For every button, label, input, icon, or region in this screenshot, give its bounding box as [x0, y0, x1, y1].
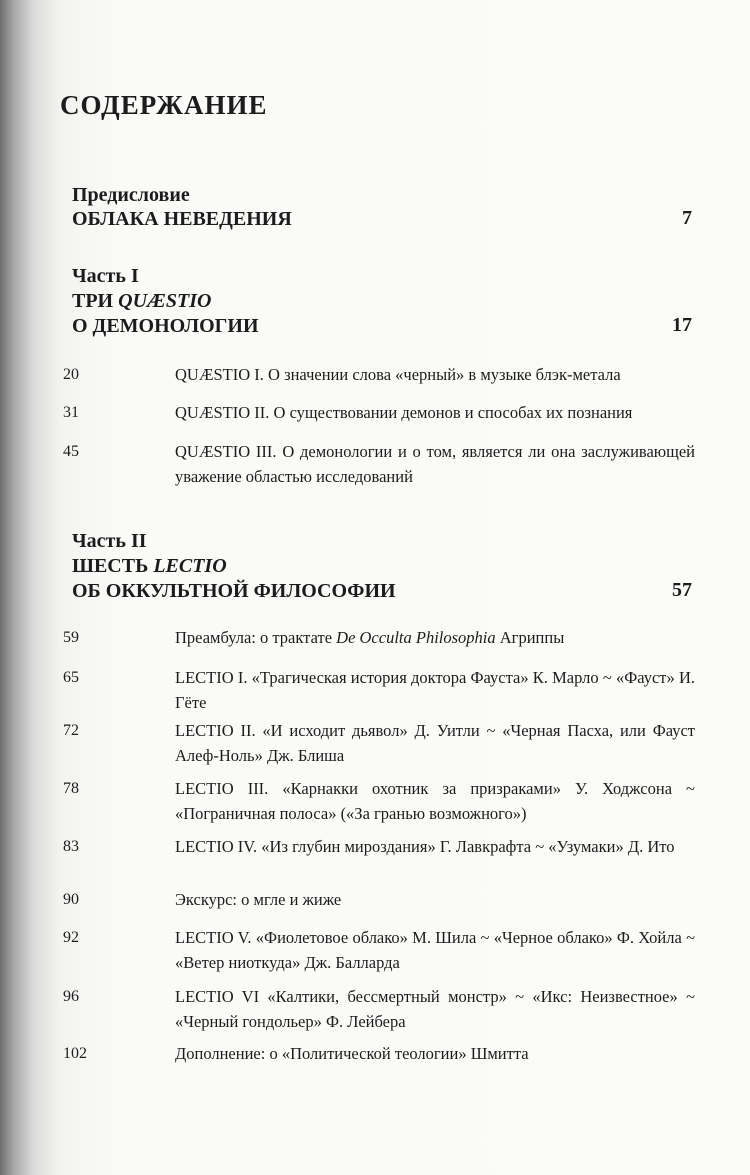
part1-title: [72, 289, 211, 314]
toc-entry-page: 83: [63, 838, 79, 855]
part1-title-a: ТРИ: [72, 290, 119, 312]
preface-page: 7: [682, 207, 692, 229]
toc-entry-text: Дополнение: о «Политической теологии» Шмитта: [175, 1044, 529, 1063]
part2-subtitle: ОБ ОККУЛЬТНОЙ ФИЛОСОФИИ: [72, 580, 396, 602]
part2-title-a: ШЕСТЬ: [72, 555, 154, 577]
toc-entry-text: Экскурс: о мгле и жиже: [175, 890, 342, 909]
part2-title-b: LECTIO: [153, 555, 227, 577]
toc-entry-text: LECTIO V. «Фиолетовое облако» М. Шила ~ «Черное облако» Ф. Хойла ~ «Ветер ниоткуда» Дж. Балларда: [175, 928, 695, 972]
preamble-text-a: Преамбула: о трактате: [175, 628, 337, 647]
part1-subtitle: О ДЕМОНОЛОГИИ: [72, 315, 259, 337]
toc-entry-text: [175, 626, 695, 651]
preface-label: Предисловие: [72, 184, 190, 206]
toc-entry-page: 65: [63, 669, 79, 686]
toc-entry-text: LECTIO I. «Трагическая история доктора Фауста» К. Марло ~ «Фауст» И. Гёте: [175, 668, 695, 712]
toc-entry-text: QUÆSTIO II. О существовании демонов и способах их познания: [175, 403, 633, 422]
toc-entry-page: 78: [63, 780, 79, 797]
part2-label: Часть II: [72, 530, 147, 552]
preamble-text-b: De Occulta Philosophia: [336, 628, 496, 647]
toc-entry-page: 92: [63, 929, 79, 946]
part2-title: [72, 554, 227, 579]
toc-entry-page: 102: [63, 1045, 87, 1062]
page-title: СОДЕРЖАНИЕ: [60, 90, 268, 120]
toc-entry-page: 31: [63, 404, 79, 421]
toc-entry-page: 90: [63, 891, 79, 908]
toc-entry-page: 72: [63, 722, 79, 739]
toc-entry-text: QUÆSTIO I. О значении слова «черный» в музыке блэк-метала: [175, 365, 621, 384]
part1-label: Часть I: [72, 265, 139, 287]
preamble-text-c: Агриппы: [495, 628, 565, 647]
toc-entry-text: LECTIO VI «Калтики, бессмертный монстр» ~ «Икс: Неизвестное» ~ «Черный гондольер» Ф. Лейбера: [175, 987, 695, 1031]
toc-entry-text: LECTIO III. «Карнакки охотник за призраками» У. Ходжсона ~ «Пограничная полоса» («За гранью возможного»): [175, 779, 695, 823]
part1-page: 17: [672, 314, 692, 336]
toc-entry-text: LECTIO IV. «Из глубин мироздания» Г. Лавкрафта ~ «Узумаки» Д. Ито: [175, 837, 675, 856]
toc-entry-page: 20: [63, 366, 79, 383]
part1-title-b: QUÆSTIO: [118, 290, 212, 312]
toc-entry-page: 96: [63, 988, 79, 1005]
part2-page: 57: [672, 579, 692, 601]
toc-entry-page: 59: [63, 629, 79, 646]
toc-entry-text: LECTIO II. «И исходит дьявол» Д. Уитли ~ «Черная Пасха, или Фауст Алеф-Ноль» Дж. Блиша: [175, 721, 695, 765]
toc-entry-text: QUÆSTIO III. О демонологии и о том, является ли она заслуживающей уважение областью исследований: [175, 442, 695, 486]
toc-entry-page: 45: [63, 443, 79, 460]
preface-title: ОБЛАКА НЕВЕДЕНИЯ: [72, 208, 292, 230]
